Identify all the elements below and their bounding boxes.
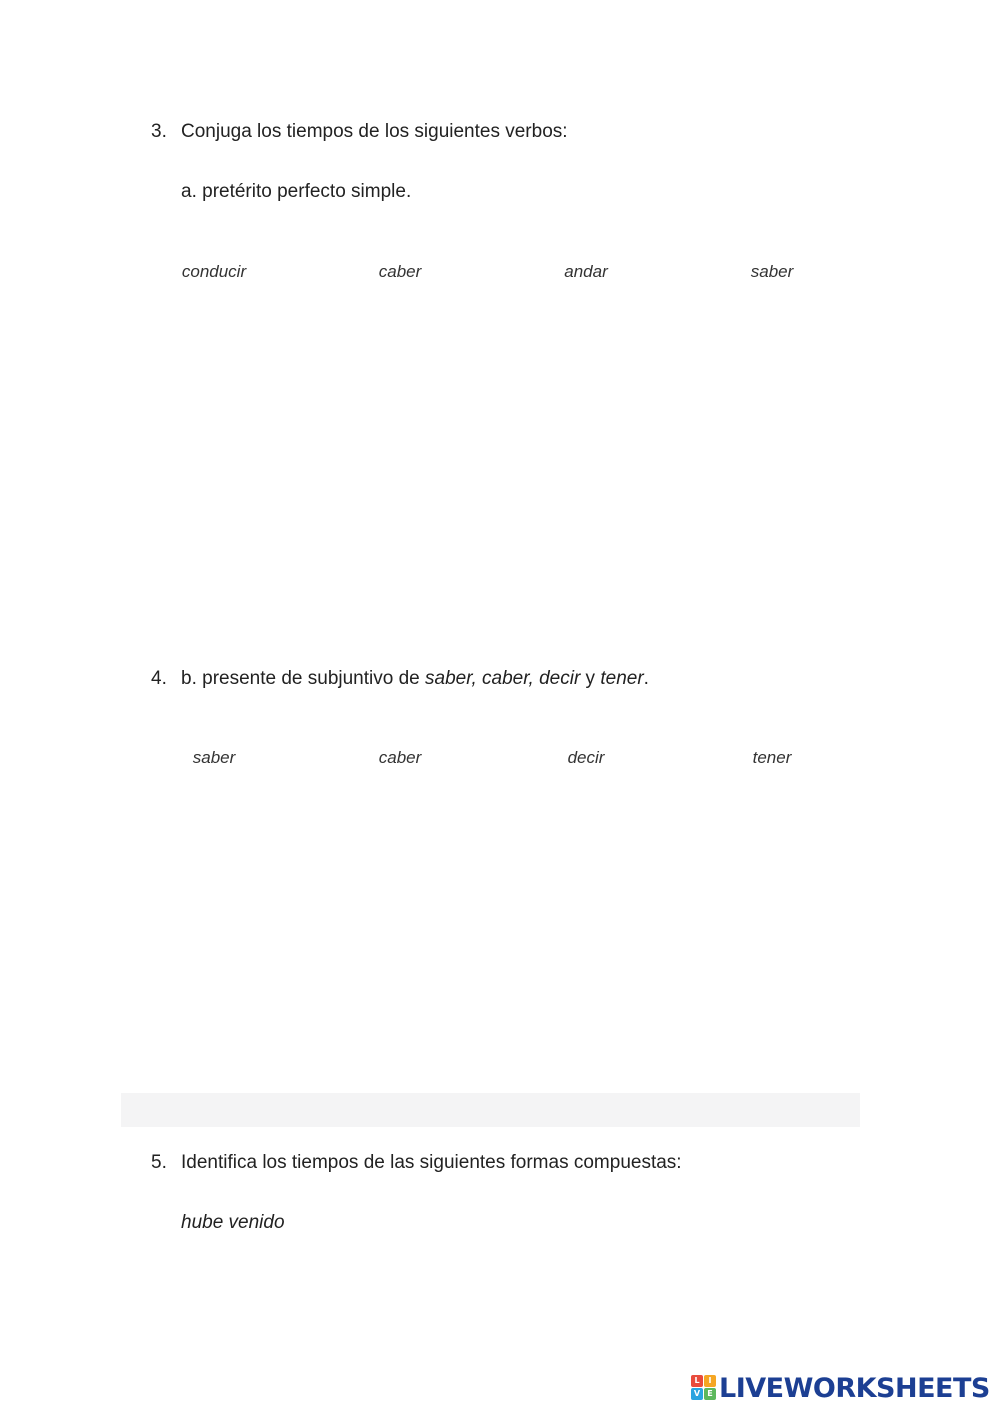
q4-italic-tener: tener: [600, 668, 644, 689]
q3-verb-1: conducir: [181, 262, 247, 281]
q3-subtitle: a. pretérito perfecto simple.: [181, 181, 412, 202]
logo-mark-icon: [691, 1375, 717, 1401]
q4-prefix: b. presente de subjuntivo de: [181, 668, 426, 689]
liveworksheets-logo: [691, 1373, 990, 1403]
q4-verb-3: decir: [567, 748, 605, 767]
logo-mark-letter: V: [691, 1388, 703, 1400]
q5-form: hube venido: [181, 1212, 285, 1233]
q4-suffix: .: [643, 668, 649, 689]
q5-number: 5.: [151, 1152, 167, 1173]
q4-number: 4.: [151, 668, 167, 689]
section-divider-band: [121, 1093, 860, 1127]
logo-mark-letter: I: [704, 1375, 716, 1387]
q3-verb-2: caber: [378, 262, 422, 281]
q4-verb-2: caber: [378, 748, 422, 767]
logo-text: LIVEWORKSHEETS: [719, 1372, 990, 1404]
q4-verb-1: saber: [192, 748, 236, 767]
q4-italic-verbs: saber, caber, decir: [425, 668, 581, 689]
q4-text: [181, 668, 649, 690]
q4-middle: y: [580, 668, 601, 689]
q3-verb-4: saber: [750, 262, 794, 281]
q4-verb-4: tener: [752, 748, 792, 767]
logo-mark-letter: E: [704, 1388, 716, 1400]
q3-text: Conjuga los tiempos de los siguientes verbos:: [181, 121, 568, 142]
q3-number: 3.: [151, 121, 167, 142]
q3-verb-3: andar: [564, 262, 608, 281]
q5-text: Identifica los tiempos de las siguientes formas compuestas:: [181, 1152, 682, 1173]
logo-mark-letter: L: [691, 1375, 703, 1387]
